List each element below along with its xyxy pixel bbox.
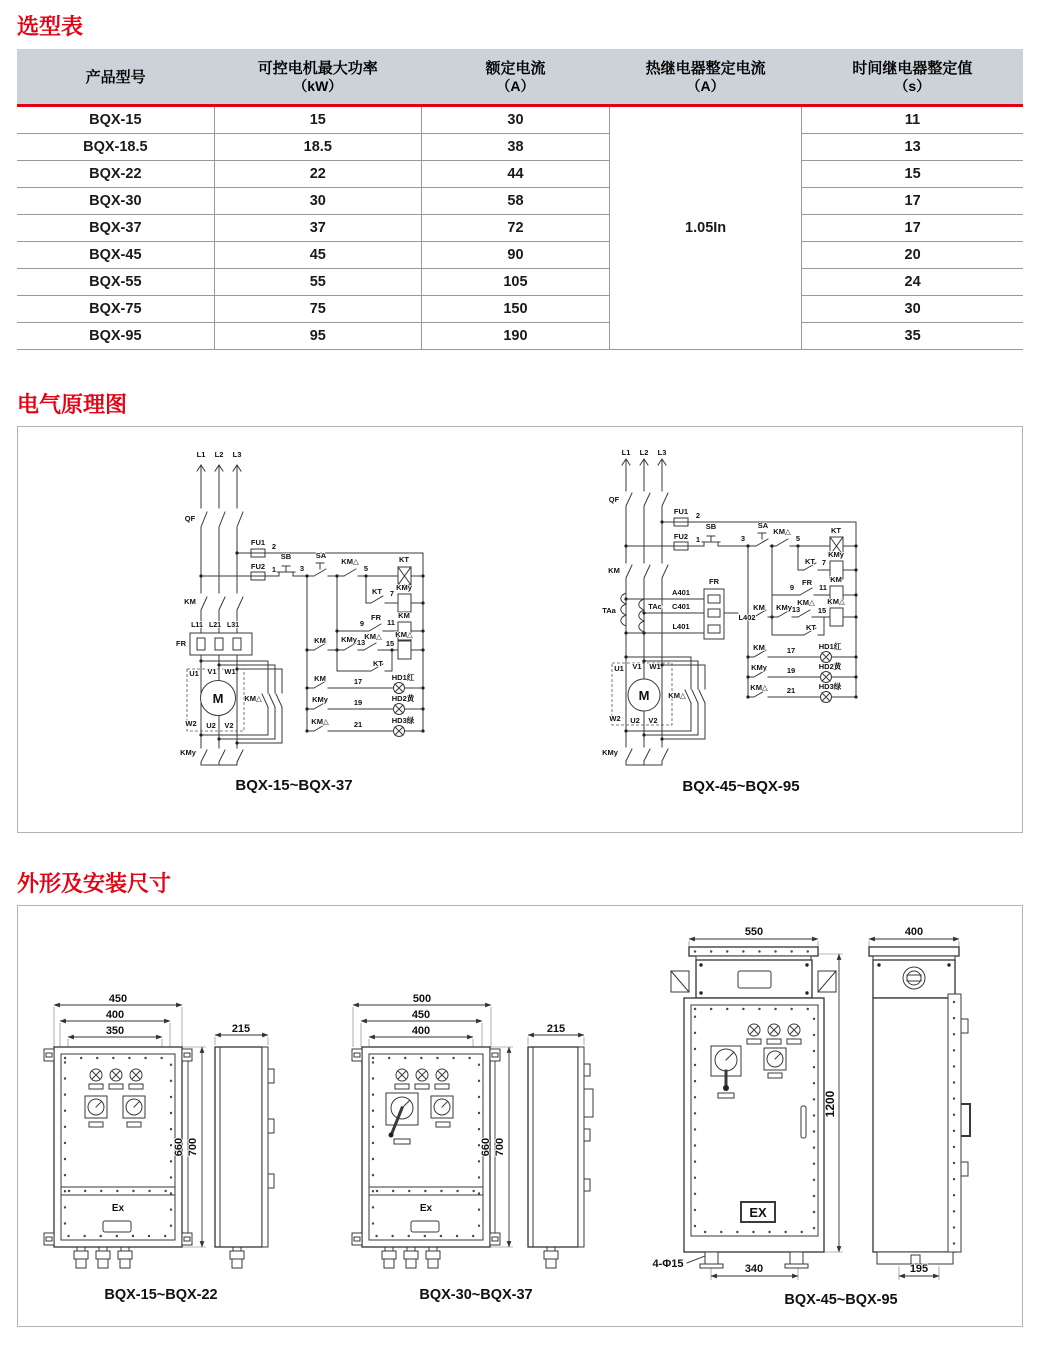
diagram-label: 17 [786, 646, 796, 655]
diagram-label: 9 [789, 583, 795, 592]
diagram-label: FU2 [673, 532, 689, 541]
diagram-label: W1 [224, 667, 236, 676]
diagram-label: 400 [904, 926, 924, 938]
diagram-label: Ex [419, 1203, 433, 1214]
diagram-label: HD1红 [391, 673, 415, 682]
diagram-label: 660 [480, 1137, 492, 1157]
table-cell: 15 [802, 161, 1023, 188]
diagram-label: 215 [546, 1023, 566, 1035]
table-cell: BQX-37 [17, 215, 214, 242]
diagram-label: W1 [649, 662, 661, 671]
table-cell: 17 [802, 188, 1023, 215]
table-cell: 35 [802, 323, 1023, 350]
diagram-label: FR [802, 578, 812, 587]
diagram-label: 340 [744, 1263, 764, 1275]
table-cell: 37 [214, 215, 421, 242]
diagram-label: KT [805, 557, 815, 566]
diagram-label: KT [372, 587, 382, 596]
diagram-label: KM△ [750, 683, 768, 692]
diagram-label: 1 [271, 565, 277, 574]
diagram-label: 350 [105, 1025, 125, 1037]
table-cell: 22 [214, 161, 421, 188]
diagram-label: FU1 [673, 507, 689, 516]
diagram-label: KMy [396, 583, 412, 592]
diagram-label: L1 [196, 450, 206, 459]
diagram-label: U2 [630, 716, 640, 725]
diagram-label: HD2黄 [391, 694, 415, 703]
diagram-label: 19 [786, 666, 796, 675]
schematic-caption: BQX-45~BQX-95 [682, 778, 800, 795]
diagram-label: 3 [740, 534, 746, 543]
diagram-label: KMy [312, 695, 328, 704]
diagram-label: 13 [356, 638, 366, 647]
diagram-label: U1 [189, 669, 199, 678]
table-row [17, 323, 1023, 350]
drawing-caption: BQX-45~BQX-95 [784, 1292, 898, 1308]
schematic-panel [17, 426, 1023, 833]
diagram-label: L3 [232, 450, 242, 459]
table-cell: BQX-75 [17, 296, 214, 323]
diagram-label: L3 [657, 448, 667, 457]
diagram-label: KM△ [341, 557, 359, 566]
diagram-label: 11 [387, 618, 395, 627]
schematic-caption: BQX-15~BQX-37 [235, 777, 353, 794]
table-cell: 72 [421, 215, 609, 242]
diagram-label: 19 [353, 698, 363, 707]
col-header-relay-current: 热继电器整定电流 （A） [610, 49, 802, 106]
section-title-schematic: 电气原理图 [17, 392, 128, 417]
diagram-label: 2 [695, 511, 701, 520]
col-header-current: 额定电流 （A） [421, 49, 609, 106]
junction-dots [624, 520, 857, 740]
diagram-label: 1200 [823, 1090, 837, 1118]
diagram-label: 5 [363, 564, 369, 573]
diagram-label: KMy [751, 663, 767, 672]
diagram-label: QF [608, 495, 620, 504]
selection-table-body [17, 106, 1023, 350]
diagram-label: 700 [187, 1137, 199, 1157]
schematic-diagram-bqx45-95 [586, 443, 886, 803]
table-cell: 95 [214, 323, 421, 350]
table-cell: 15 [214, 106, 421, 134]
diagram-label: KMy [341, 635, 357, 644]
diagram-label: L11 [191, 622, 203, 629]
table-cell: 58 [421, 188, 609, 215]
table-cell: 24 [802, 269, 1023, 296]
col-header-model: 产品型号 [17, 49, 214, 106]
table-cell: BQX-45 [17, 242, 214, 269]
diagram-label: SA [757, 521, 769, 530]
diagram-label: KT [373, 659, 383, 668]
diagram-label: HD2黄 [818, 662, 842, 671]
table-cell: 20 [802, 242, 1023, 269]
table-cell: BQX-22 [17, 161, 214, 188]
diagram-label: KMy [828, 550, 844, 559]
diagram-label: 5 [795, 534, 801, 543]
table-cell: 30 [421, 106, 609, 134]
diagram-label: 4-Φ15 [652, 1258, 684, 1270]
diagram-label: 9 [359, 619, 365, 628]
diagram-label: KM [830, 575, 842, 584]
table-cell: 150 [421, 296, 609, 323]
diagram-label: 450 [108, 993, 128, 1005]
diagram-label: KM△ [395, 630, 413, 639]
diagram-label: U1 [614, 664, 624, 673]
schematic-diagram-bqx15-37 [166, 443, 496, 798]
diagram-label: A401 [672, 588, 690, 597]
col-header-power: 可控电机最大功率 （kW） [214, 49, 421, 106]
table-cell: 11 [802, 106, 1023, 134]
diagram-label: 500 [412, 993, 432, 1005]
diagram-label: L1 [621, 448, 631, 457]
col-header-time-setting: 时间继电器整定值 （s） [802, 49, 1023, 106]
diagram-label: 7 [389, 589, 395, 598]
diagram-label: QF [184, 514, 196, 523]
table-cell: 1.05In [610, 106, 802, 350]
diagram-label: KM [314, 636, 326, 645]
diagram-label: W2 [609, 714, 621, 723]
diagram-label: L401 [672, 622, 690, 631]
diagram-label: SB [705, 522, 717, 531]
diagram-label: SB [280, 552, 292, 561]
diagram-label: 550 [744, 926, 764, 938]
diagram-label: 215 [231, 1023, 251, 1035]
diagram-label: 13 [791, 605, 801, 614]
diagram-label: HD1红 [818, 642, 842, 651]
diagram-label: HD3绿 [818, 682, 842, 691]
diagram-label: FU2 [250, 562, 266, 571]
diagram-label: M [638, 688, 650, 703]
diagram-label: V2 [224, 721, 234, 730]
diagram-label: M [212, 691, 224, 706]
drawing-caption: BQX-15~BQX-22 [104, 1287, 218, 1303]
diagram-label: FR [176, 639, 186, 648]
diagram-label: FU1 [250, 538, 266, 547]
diagram-label: KMy [776, 603, 792, 612]
diagram-label: KM [753, 643, 765, 652]
table-cell: 17 [802, 215, 1023, 242]
table-cell: 44 [421, 161, 609, 188]
diagram-label: KM△ [311, 717, 329, 726]
diagram-label: 2 [271, 542, 277, 551]
table-cell: BQX-95 [17, 323, 214, 350]
diagram-label: 15 [817, 606, 827, 615]
diagram-label: KM [608, 566, 620, 575]
diagram-label: C401 [672, 602, 690, 611]
diagram-label: 660 [173, 1137, 185, 1157]
table-row [17, 134, 1023, 161]
diagram-label: L2 [639, 448, 649, 457]
selection-table-header [17, 49, 1023, 106]
table-cell: BQX-18.5 [17, 134, 214, 161]
diagram-label: FR [371, 613, 381, 622]
diagram-label: TAa [602, 606, 616, 615]
table-cell: 13 [802, 134, 1023, 161]
diagram-label: SA [315, 551, 327, 560]
dimension-drawing-bqx30-37 [351, 989, 601, 1309]
diagram-label: 17 [353, 677, 363, 686]
diagram-label: KM [753, 603, 765, 612]
diagram-label: KM [314, 674, 326, 683]
diagram-label: L2 [214, 450, 224, 459]
table-row [17, 215, 1023, 242]
dimensions-panel [17, 905, 1023, 1327]
diagram-label: 1 [695, 535, 701, 544]
table-row [17, 161, 1023, 188]
table-cell: 18.5 [214, 134, 421, 161]
diagram-label: KT [806, 623, 816, 632]
diagram-label: 3 [299, 564, 305, 573]
diagram-label: KM△ [773, 527, 791, 536]
diagram-label: EX [749, 1205, 767, 1220]
diagram-label: KM△ [668, 691, 686, 700]
diagram-label: 7 [821, 558, 827, 567]
table-row [17, 269, 1023, 296]
diagram-label: L31 [226, 622, 240, 629]
diagram-label: 15 [385, 639, 395, 648]
dimension-drawing-bqx15-22 [41, 989, 281, 1309]
diagram-label: 400 [105, 1009, 125, 1021]
diagram-label: KM [398, 611, 410, 620]
diagram-label: 21 [353, 720, 363, 729]
diagram-label: KM△ [827, 597, 845, 606]
diagram-label: KT [399, 555, 409, 564]
diagram-label: KM△ [244, 694, 262, 703]
table-cell: 90 [421, 242, 609, 269]
diagram-label: TAc [648, 602, 662, 611]
table-cell: 45 [214, 242, 421, 269]
diagram-label: U2 [206, 721, 216, 730]
table-row [17, 242, 1023, 269]
table-row [17, 188, 1023, 215]
diagram-label: V2 [648, 716, 658, 725]
diagram-label: 195 [909, 1263, 929, 1275]
diagram-label: 700 [494, 1137, 506, 1157]
table-cell: BQX-55 [17, 269, 214, 296]
diagram-label: V1 [207, 667, 217, 676]
selection-table [17, 49, 1023, 350]
table-row [17, 106, 1023, 134]
table-cell: 38 [421, 134, 609, 161]
table-cell: 105 [421, 269, 609, 296]
drawing-caption: BQX-30~BQX-37 [419, 1287, 533, 1303]
diagram-label: KM△ [797, 598, 815, 607]
diagram-label: KM△ [364, 632, 382, 641]
diagram-label: L21 [208, 622, 222, 629]
diagram-label: 21 [786, 686, 796, 695]
table-cell: 30 [802, 296, 1023, 323]
diagram-label: 400 [411, 1025, 431, 1037]
section-title-selection: 选型表 [17, 14, 84, 39]
diagram-label: 11 [819, 583, 827, 592]
table-cell: 30 [214, 188, 421, 215]
table-cell: 75 [214, 296, 421, 323]
table-cell: BQX-15 [17, 106, 214, 134]
diagram-label: KMy [180, 748, 196, 757]
diagram-label: Ex [111, 1203, 125, 1214]
table-cell: 55 [214, 269, 421, 296]
table-row [17, 296, 1023, 323]
diagram-label: 450 [411, 1009, 431, 1021]
diagram-label: KMy [602, 748, 618, 757]
section-title-dimensions: 外形及安装尺寸 [17, 871, 172, 896]
diagram-label: HD3绿 [391, 716, 415, 725]
diagram-label: L402 [738, 613, 756, 622]
diagram-label: KM [184, 597, 196, 606]
diagram-label: FR [709, 577, 719, 586]
diagram-label: V1 [632, 662, 642, 671]
diagram-label: KT [831, 526, 841, 535]
dimension-drawing-bqx45-95 [641, 914, 991, 1314]
table-cell: BQX-30 [17, 188, 214, 215]
table-cell: 190 [421, 323, 609, 350]
diagram-label: W2 [185, 719, 197, 728]
